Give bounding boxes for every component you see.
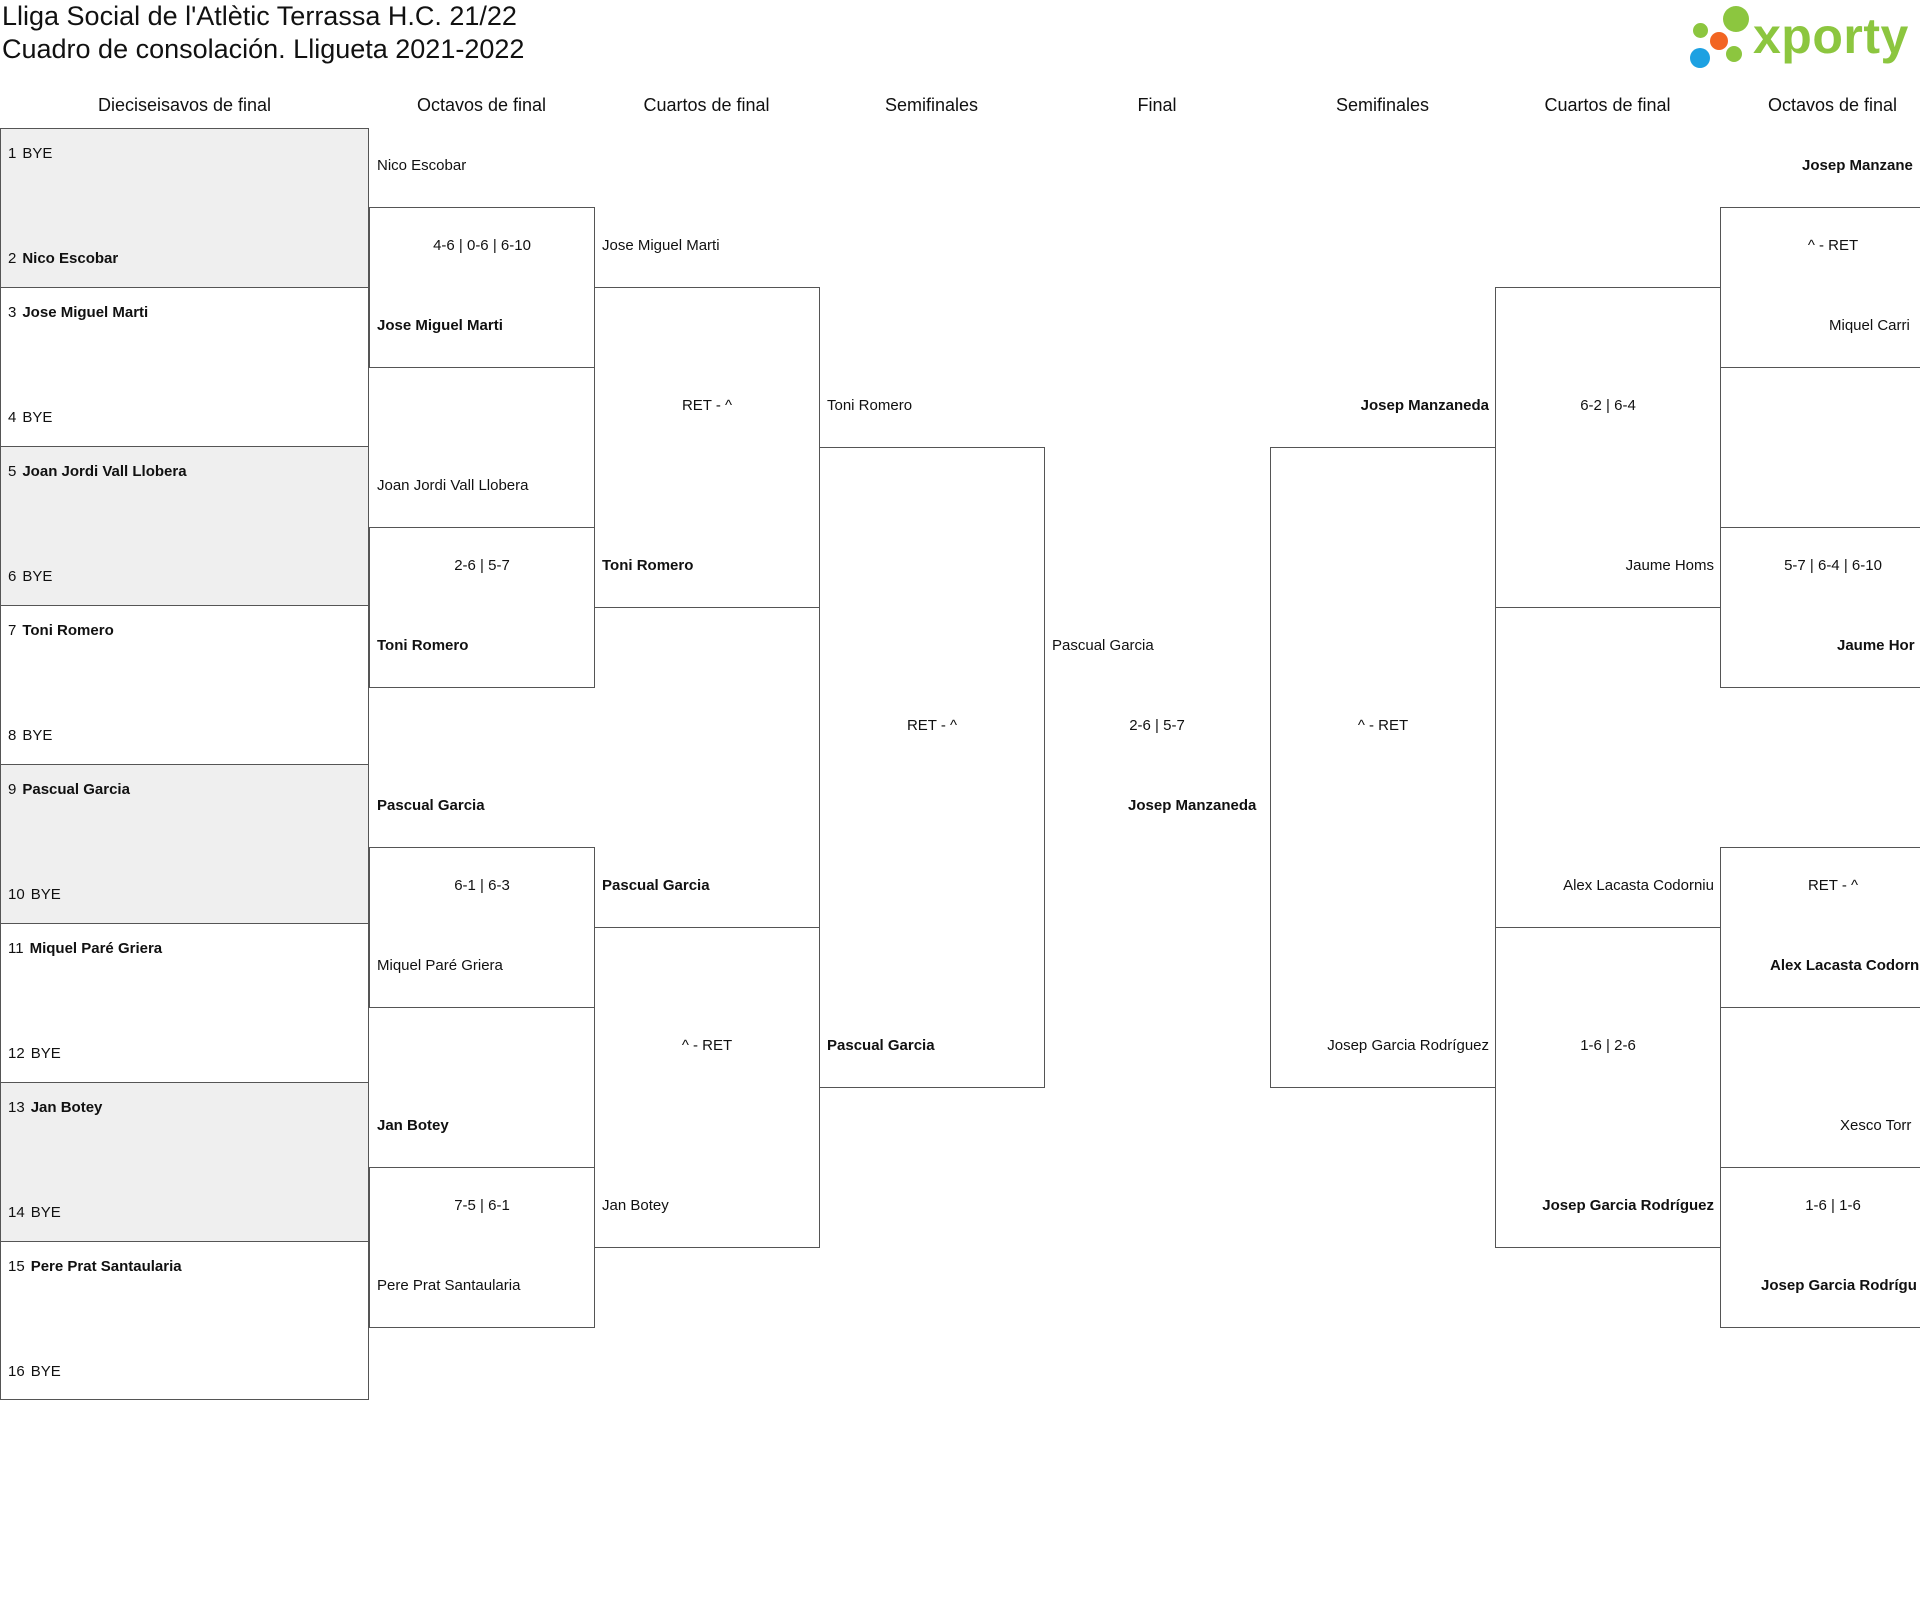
logo-dot-icon bbox=[1690, 48, 1710, 68]
r32-slot: 13 Jan Botey bbox=[8, 1099, 103, 1116]
final-score: 2-6 | 5-7 bbox=[1129, 717, 1185, 734]
right-qf-player: Jaume Homs bbox=[1625, 557, 1714, 574]
left-r16-score: 7-5 | 6-1 bbox=[454, 1197, 510, 1214]
logo-dot-icon bbox=[1726, 46, 1742, 62]
left-qf-score: RET - ^ bbox=[681, 397, 733, 414]
left-r16-connector bbox=[369, 527, 595, 688]
left-r16-score: 4-6 | 0-6 | 6-10 bbox=[433, 237, 531, 254]
right-r16-player: Jaume Hor bbox=[1837, 637, 1915, 654]
right-r16-score: ^ - RET bbox=[1807, 237, 1859, 254]
left-sf-player: Toni Romero bbox=[827, 397, 913, 414]
page-title: Lliga Social de l'Atlètic Terrassa H.C. 21/22 bbox=[2, 1, 517, 31]
right-r16-score: 1-6 | 1-6 bbox=[1805, 1197, 1861, 1214]
column-header-left-qf: Cuartos de final bbox=[643, 95, 770, 115]
column-header-final: Final bbox=[1137, 95, 1177, 115]
r32-slot: 3 Jose Miguel Marti bbox=[8, 304, 149, 321]
right-qf-player: Alex Lacasta Codorniu bbox=[1563, 877, 1714, 894]
logo-text: xporty bbox=[1753, 8, 1909, 64]
right-r16-player: Xesco Torr bbox=[1840, 1117, 1912, 1134]
left-r16-player: Jose Miguel Marti bbox=[377, 317, 503, 334]
r32-slot: 2 Nico Escobar bbox=[8, 250, 119, 267]
right-r16-connector bbox=[1720, 527, 1920, 688]
r32-slot: 10 BYE bbox=[8, 886, 61, 903]
left-r16-score: 6-1 | 6-3 bbox=[454, 877, 510, 894]
r32-slot: 6 BYE bbox=[8, 568, 53, 585]
right-sf-player: Josep Garcia Rodríguez bbox=[1327, 1037, 1489, 1054]
left-r16-player: Miquel Paré Griera bbox=[377, 957, 503, 974]
left-qf-player: Jan Botey bbox=[602, 1197, 669, 1214]
left-qf-player: Toni Romero bbox=[602, 557, 694, 574]
right-qf-player: Josep Garcia Rodríguez bbox=[1542, 1197, 1714, 1214]
right-r16-player: Miquel Carri bbox=[1829, 317, 1910, 334]
right-r16-connector bbox=[1720, 847, 1920, 1008]
r32-slot: 8 BYE bbox=[8, 727, 53, 744]
right-r16-score: RET - ^ bbox=[1807, 877, 1859, 894]
left-r16-connector bbox=[369, 847, 595, 1008]
left-r16-player: Joan Jordi Vall Llobera bbox=[377, 477, 529, 494]
r32-slot: 5 Joan Jordi Vall Llobera bbox=[8, 463, 187, 480]
r32-slot: 4 BYE bbox=[8, 409, 53, 426]
right-r16-player: Josep Garcia Rodrígu bbox=[1761, 1277, 1917, 1294]
logo-dot-icon bbox=[1693, 23, 1708, 38]
left-r16-player: Jan Botey bbox=[377, 1117, 449, 1134]
r32-slot: 15 Pere Prat Santaularia bbox=[8, 1258, 182, 1275]
right-sf-score: ^ - RET bbox=[1357, 717, 1409, 734]
column-header-left-r16: Octavos de final bbox=[416, 95, 547, 115]
left-sf-score: RET - ^ bbox=[906, 717, 958, 734]
column-header-right-sf: Semifinales bbox=[1335, 95, 1430, 115]
right-r16-connector bbox=[1720, 1167, 1920, 1328]
left-r16-connector bbox=[369, 207, 595, 368]
right-r16-player: Alex Lacasta Codorn bbox=[1770, 957, 1920, 974]
right-qf-score: 6-2 | 6-4 bbox=[1580, 397, 1636, 414]
column-header-left-sf: Semifinales bbox=[884, 95, 979, 115]
r32-slot: 1 BYE bbox=[8, 145, 53, 162]
r32-slot: 12 BYE bbox=[8, 1045, 61, 1062]
logo-dot-icon bbox=[1723, 6, 1749, 32]
r32-slot: 16 BYE bbox=[8, 1363, 61, 1380]
right-r16-player: Josep Manzane bbox=[1802, 157, 1913, 174]
left-r16-player: Toni Romero bbox=[377, 637, 469, 654]
left-r16-player: Nico Escobar bbox=[377, 157, 467, 174]
r32-slot: 7 Toni Romero bbox=[8, 622, 114, 639]
final-player: Pascual Garcia bbox=[1052, 637, 1154, 654]
left-qf-player: Jose Miguel Marti bbox=[602, 237, 720, 254]
right-r16-connector bbox=[1720, 207, 1920, 368]
right-r16-score: 5-7 | 6-4 | 6-10 bbox=[1784, 557, 1882, 574]
left-r16-connector bbox=[369, 1167, 595, 1328]
left-qf-score: ^ - RET bbox=[681, 1037, 733, 1054]
logo-dot-icon bbox=[1710, 32, 1728, 50]
column-header-right-qf: Cuartos de final bbox=[1544, 95, 1671, 115]
page-subtitle: Cuadro de consolación. Lligueta 2021-2022 bbox=[2, 34, 525, 64]
left-r16-score: 2-6 | 5-7 bbox=[454, 557, 510, 574]
right-sf-connector bbox=[1270, 447, 1496, 1088]
column-header-r32: Dieciseisavos de final bbox=[97, 95, 272, 115]
r32-slot: 9 Pascual Garcia bbox=[8, 781, 130, 798]
right-sf-player: Josep Manzaneda bbox=[1360, 397, 1489, 414]
left-sf-connector bbox=[819, 447, 1045, 1088]
xporty-logo bbox=[1690, 4, 1916, 68]
r32-slot: 14 BYE bbox=[8, 1204, 61, 1221]
left-r16-player: Pascual Garcia bbox=[377, 797, 485, 814]
final-winner: Josep Manzaneda bbox=[1128, 797, 1257, 814]
left-r16-player: Pere Prat Santaularia bbox=[377, 1277, 521, 1294]
column-header-right-r16: Octavos de final bbox=[1767, 95, 1898, 115]
left-sf-player: Pascual Garcia bbox=[827, 1037, 935, 1054]
r32-slot: 11 Miquel Paré Griera bbox=[8, 940, 163, 957]
left-qf-player: Pascual Garcia bbox=[602, 877, 710, 894]
right-qf-score: 1-6 | 2-6 bbox=[1580, 1037, 1636, 1054]
